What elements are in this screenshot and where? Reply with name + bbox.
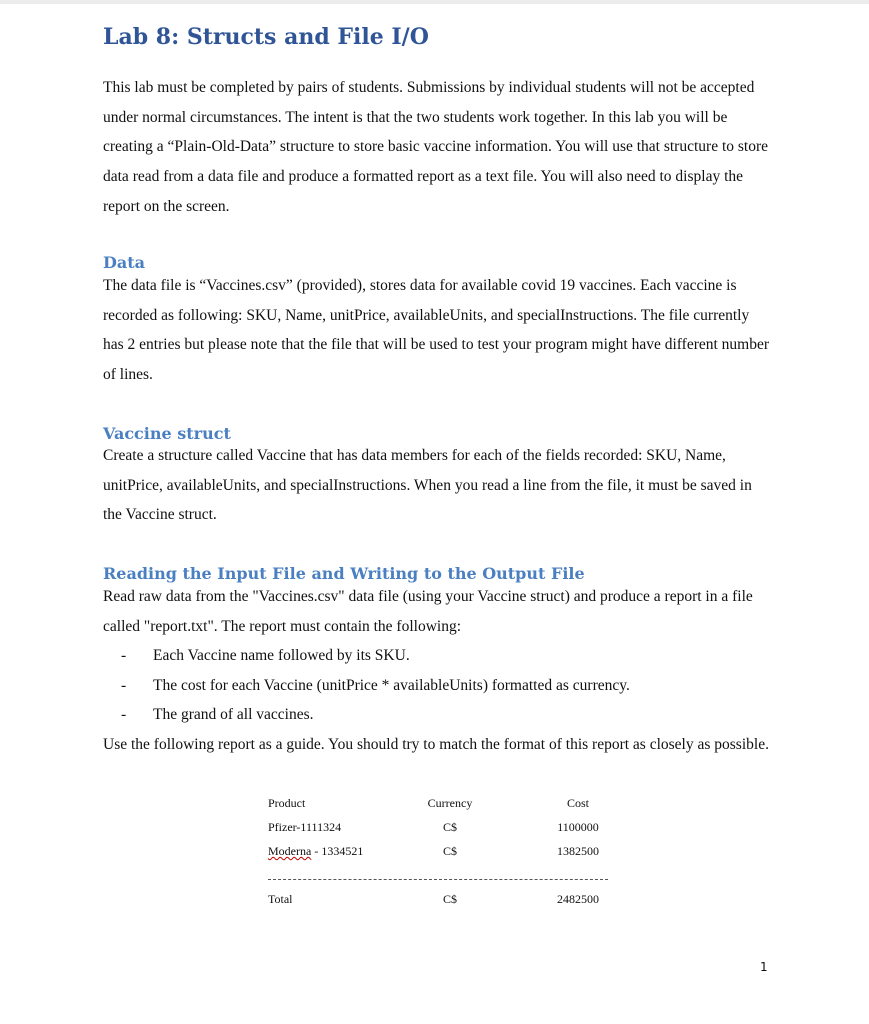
currency-cell: C$ [442, 844, 458, 858]
report-separator [268, 879, 608, 880]
io-paragraph: Read raw data from the "Vaccines.csv" data file (using your Vaccine struct) and produce a report in a file called "report.txt". The report must contain the following: [103, 588, 753, 635]
requirements-list [121, 641, 630, 730]
vaccine-struct-heading: Vaccine struct [103, 424, 231, 443]
guide-paragraph: Use the following report as a guide. You should try to match the format of this report as closely as possible. [103, 736, 769, 753]
table-row [268, 844, 608, 868]
list-item: - Each Vaccine name followed by its SKU. [121, 647, 410, 664]
report-total-row [268, 892, 608, 916]
data-heading: Data [103, 253, 145, 272]
page-title: Lab 8: Structs and File I/O [103, 24, 429, 50]
report-header-row [268, 796, 608, 820]
table-row [268, 820, 608, 844]
total-label: Total [268, 892, 293, 906]
total-cost: 2482500 [557, 892, 599, 906]
currency-header: Currency [427, 796, 473, 810]
product-header: Product [268, 796, 306, 810]
cost-cell: 1100000 [557, 820, 599, 834]
top-rule [0, 0, 869, 4]
cost-header: Cost [566, 796, 590, 810]
vaccine-struct-paragraph: Create a structure called Vaccine that has data members for each of the fields recorded: SKU, Name, unitPrice, availableUnits, and specialInstructions. When you read a line from the file, it must be saved in the Vaccine struct. [103, 447, 752, 524]
product-cell: Moderna - 1334521 [268, 844, 364, 858]
currency-cell: C$ [442, 820, 458, 834]
product-cell: Pfizer-1111324 [268, 820, 342, 834]
data-paragraph: The data file is “Vaccines.csv” (provided), stores data for available covid 19 vaccines. Each vaccine is recorded as following: SKU, Name, unitPrice, availableUnits, and specialInstructions. The file currently has 2 entries but please note that the file that will be used to test your program might have different number of lines. [103, 277, 770, 384]
list-item: - The grand of all vaccines. [121, 706, 314, 723]
list-item: - The cost for each Vaccine (unitPrice * availableUnits) formatted as currency. [121, 676, 630, 694]
total-currency: C$ [442, 892, 458, 906]
sample-report [268, 796, 608, 906]
intro-paragraph: This lab must be completed by pairs of students. Submissions by individual students will not be accepted under normal circumstances. The intent is that the two students work together. In this lab you will be creating a “Plain-Old-Data” structure to store basic vaccine information. You will use that structure to store data read from a data file and produce a formatted report as a text file. You will also need to display the report on the screen. [103, 79, 769, 215]
io-heading: Reading the Input File and Writing to the Output File [103, 564, 585, 583]
cost-cell: 1382500 [557, 844, 599, 858]
page-number: 1 [760, 960, 768, 974]
